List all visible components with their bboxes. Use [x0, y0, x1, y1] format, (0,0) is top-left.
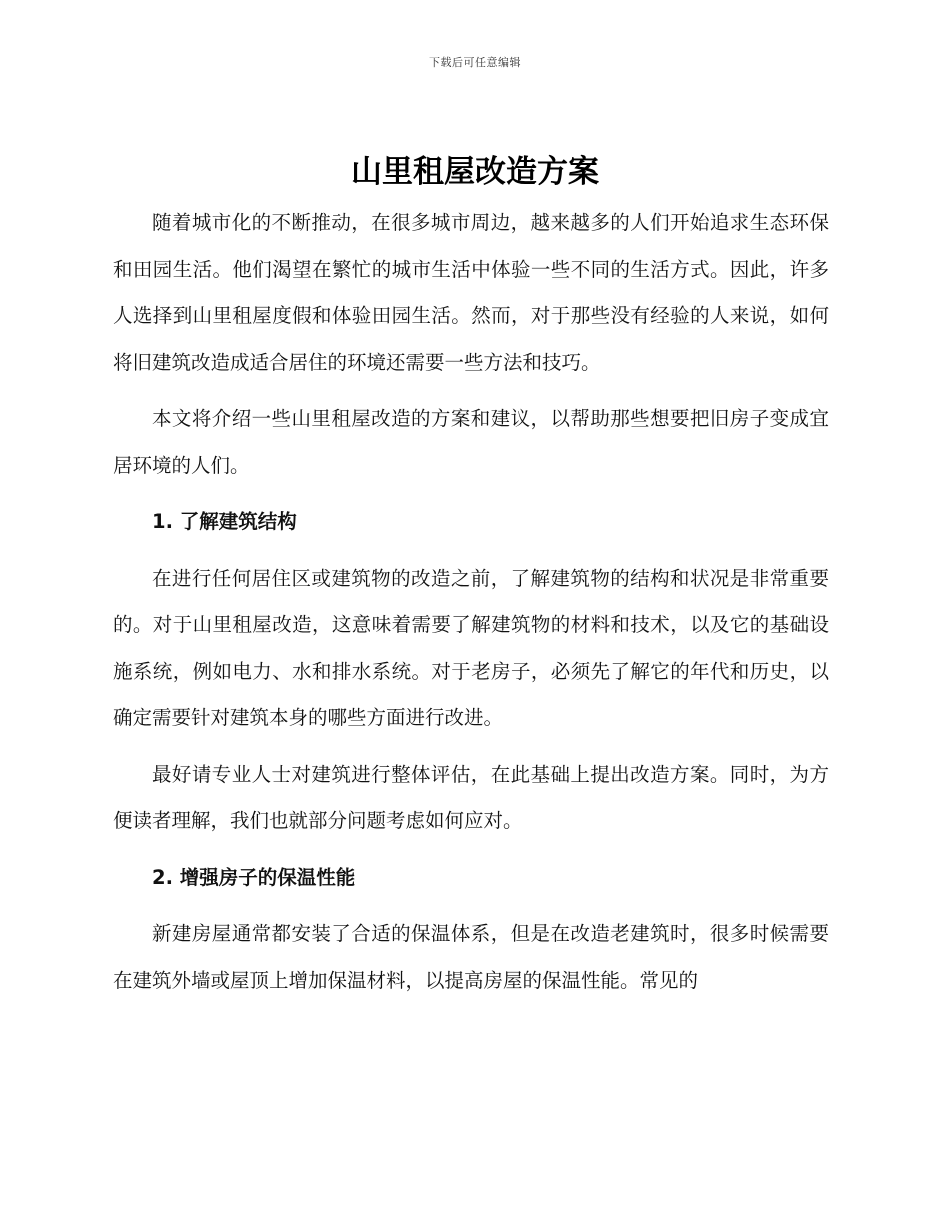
section-heading-1: 1. 了解建筑结构	[152, 510, 297, 533]
paragraph-intro-1: 随着城市化的不断推动，在很多城市周边，越来越多的人们开始追求生态环保和田园生活。他们渴望在繁忙的城市生活中体验一些不同的生活方式。因此，许多人选择到山里租屋度假和体验田园生活。然而，对于那些没有经验的人来说，如何将旧建筑改造成适合居住的环境还需要一些方法和技巧。	[113, 211, 829, 374]
section-heading-2: 2. 增强房子的保温性能	[152, 865, 356, 889]
paragraph-section-2-1: 新建房屋通常都安装了合适的保温体系，但是在改造老建筑时，很多时候需要在建筑外墙或屋顶上增加保温材料，以提高房屋的保温性能。常见的	[113, 922, 829, 992]
document-body	[113, 200, 829, 1014]
paragraph-section-1-2: 最好请专业人士对建筑进行整体评估，在此基础上提出改造方案。同时，为方便读者理解，我们也就部分问题考虑如何应对。	[113, 762, 829, 832]
header-note: 下载后可任意编辑	[429, 56, 521, 69]
document-title: 山里租屋改造方案	[351, 154, 599, 190]
paragraph-intro-2: 本文将介绍一些山里租屋改造的方案和建议，以帮助那些想要把旧房子变成宜居环境的人们。	[113, 407, 829, 477]
paragraph-section-1-1: 在进行任何居住区或建筑物的改造之前，了解建筑物的结构和状况是非常重要的。对于山里租屋改造，这意味着需要了解建筑物的材料和技术，以及它的基础设施系统，例如电力、水和排水系统。对于老房子，必须先了解它的年代和历史，以确定需要针对建筑本身的哪些方面进行改进。	[113, 566, 829, 729]
